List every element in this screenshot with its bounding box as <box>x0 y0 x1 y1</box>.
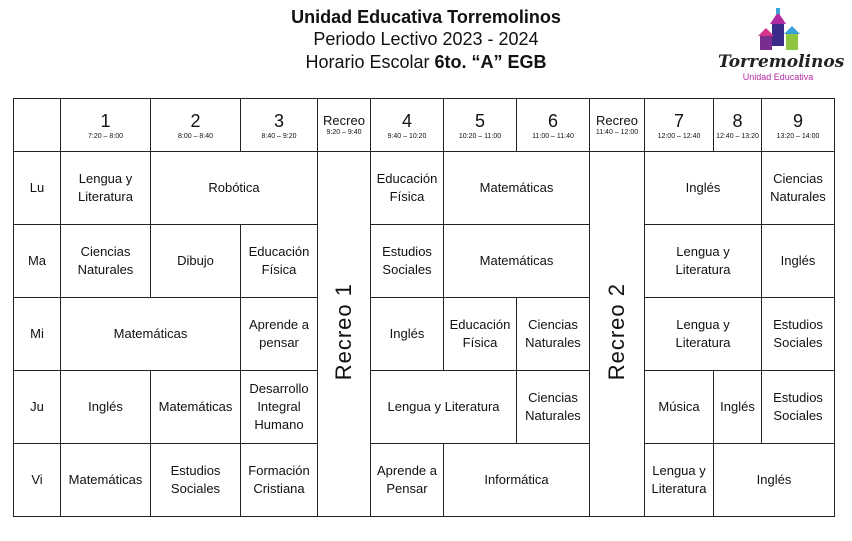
day-row-vi <box>14 444 835 517</box>
period-time: 7:20 – 8:00 <box>87 132 124 140</box>
subject-cell: Dibujo <box>151 225 241 298</box>
break-column-1 <box>318 152 371 517</box>
subject-cell: Inglés <box>645 152 762 225</box>
subject-cell: Educación Física <box>444 298 517 371</box>
period-header <box>444 99 517 152</box>
subject-cell: Lengua y Literatura <box>61 152 151 225</box>
subject-cell: Matemáticas <box>444 152 590 225</box>
day-row-mi <box>14 298 835 371</box>
period-time: 11:00 – 11:40 <box>532 132 574 140</box>
period-time: 12:00 – 12:40 <box>657 132 701 140</box>
logo-name: Torremolinos <box>718 52 845 72</box>
period-header <box>645 99 714 152</box>
break-vertical-label: Recreo 2 <box>604 282 629 381</box>
subject-cell: Matemáticas <box>444 225 590 298</box>
day-label: Vi <box>14 444 61 517</box>
grade-label: 6to. “A” EGB <box>434 52 547 72</box>
subject-cell: Ciencias Naturales <box>61 225 151 298</box>
period-header <box>714 99 762 152</box>
period-time: 8:40 – 9:20 <box>261 132 297 140</box>
schedule-prefix: Horario Escolar <box>305 52 435 72</box>
break-time: 9:20 – 9:40 <box>326 129 362 136</box>
header-row <box>14 99 835 152</box>
period-number: 2 <box>190 110 201 131</box>
period-time: 10:20 – 11:00 <box>458 132 502 140</box>
subject-cell: Estudios Sociales <box>151 444 241 517</box>
subject-cell: Ciencias Naturales <box>762 152 835 225</box>
subject-cell: Matemáticas <box>61 298 241 371</box>
subject-cell: Robótica <box>151 152 318 225</box>
subject-cell: Estudios Sociales <box>762 298 835 371</box>
subject-cell: Estudios Sociales <box>762 371 835 444</box>
break-header <box>590 99 645 152</box>
period-line: Periodo Lectivo 2023 - 2024 <box>313 29 539 49</box>
period-number: 3 <box>273 110 284 131</box>
logo-subtitle: Unidad Educativa <box>742 72 814 82</box>
school-logo <box>718 6 845 92</box>
break-label: Recreo <box>323 113 365 128</box>
day-label: Lu <box>14 152 61 225</box>
break-column-2 <box>590 152 645 517</box>
subject-cell: Inglés <box>762 225 835 298</box>
subject-cell: Desarrollo Integral Humano <box>241 371 318 444</box>
break-label: Recreo <box>596 113 638 128</box>
period-number: 5 <box>474 110 485 131</box>
period-header <box>241 99 318 152</box>
period-time: 9:40 – 10:20 <box>387 132 427 140</box>
period-number: 6 <box>547 110 558 131</box>
period-number: 4 <box>401 110 412 131</box>
period-header <box>151 99 241 152</box>
subject-cell: Inglés <box>61 371 151 444</box>
day-label: Ju <box>14 371 61 444</box>
period-number: 7 <box>673 110 684 131</box>
day-row-lu <box>14 152 835 225</box>
schedule-table <box>13 98 835 517</box>
subject-cell: Lengua y Literatura <box>645 298 762 371</box>
period-number: 1 <box>100 110 111 131</box>
day-row-ju <box>14 371 835 444</box>
castle-icon <box>718 6 838 56</box>
subject-cell: Inglés <box>714 444 835 517</box>
break-header <box>318 99 371 152</box>
period-time: 12:40 – 13:20 <box>716 132 759 140</box>
period-header <box>371 99 444 152</box>
subject-cell: Matemáticas <box>151 371 241 444</box>
break-vertical-label: Recreo 1 <box>331 282 356 381</box>
break-time: 11:40 – 12:00 <box>595 129 639 136</box>
subject-cell: Aprende a Pensar <box>371 444 444 517</box>
subject-cell: Formación Cristiana <box>241 444 318 517</box>
subject-cell: Inglés <box>371 298 444 371</box>
subject-cell: Aprende a pensar <box>241 298 318 371</box>
subject-cell: Informática <box>444 444 590 517</box>
day-row-ma <box>14 225 835 298</box>
period-number: 8 <box>732 110 743 131</box>
school-title: Unidad Educativa Torremolinos <box>291 7 561 27</box>
day-label: Ma <box>14 225 61 298</box>
period-header <box>517 99 590 152</box>
subject-cell: Ciencias Naturales <box>517 298 590 371</box>
subject-cell: Lengua y Literatura <box>645 225 762 298</box>
subject-cell: Ciencias Naturales <box>517 371 590 444</box>
subject-cell: Matemáticas <box>61 444 151 517</box>
subject-cell: Educación Física <box>241 225 318 298</box>
subject-cell: Estudios Sociales <box>371 225 444 298</box>
subject-cell: Música <box>645 371 714 444</box>
corner-cell <box>14 99 61 152</box>
subject-cell: Lengua y Literatura <box>371 371 517 444</box>
subject-cell: Inglés <box>714 371 762 444</box>
period-header <box>762 99 835 152</box>
subject-cell: Educación Física <box>371 152 444 225</box>
subject-cell: Lengua y Literatura <box>645 444 714 517</box>
period-header <box>61 99 151 152</box>
day-label: Mi <box>14 298 61 371</box>
period-time: 8:00 – 8:40 <box>177 132 214 140</box>
period-time: 13:20 – 14:00 <box>776 132 820 140</box>
period-number: 9 <box>792 110 803 131</box>
